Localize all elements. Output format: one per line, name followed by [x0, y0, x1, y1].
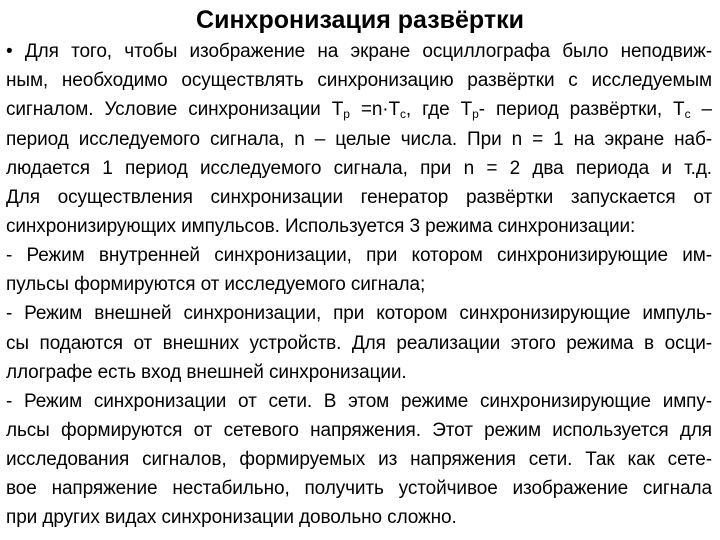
text-line: ным, необходимо осуществлять синхронизацию развёртки с исследуемым: [6, 70, 712, 91]
text-line: исследования сигналов, формируемых из напряжения сети. Так как сете-: [6, 449, 712, 470]
text-line: - Режим синхронизации от сети. В этом режиме синхронизирующие импу-: [6, 391, 712, 412]
subscript: с: [400, 107, 406, 121]
subscript: с: [684, 107, 691, 121]
text-line: Для осуществления синхронизации генератор развёртки запускается от: [6, 187, 712, 208]
text-line: вое напряжение нестабильно, получить устойчивое изображение сигнала: [6, 478, 712, 499]
text-run: сигналом. Условие синхронизации T: [6, 99, 344, 120]
text-line: при других видах синхронизации довольно сложно.: [6, 507, 457, 528]
text-run: - период развёртки, T: [478, 99, 685, 120]
text-run: –: [690, 99, 712, 120]
text-line: период исследуемого сигнала, n – целые числа. При n = 1 на экране наб-: [6, 129, 712, 150]
text-run: =n·T: [349, 99, 401, 120]
text-line: • Для того, чтобы изображение на экране осциллографа было неподвиж-: [6, 41, 712, 62]
text-line: сы подаются от внешних устройств. Для реализации этого режима в осци-: [6, 333, 712, 354]
text-line: - Режим внутренней синхронизации, при котором синхронизирующие им-: [6, 245, 712, 266]
slide-title: Синхронизация развёртки: [196, 6, 524, 34]
text-run: , где T: [405, 99, 473, 120]
text-line: льсы формируются от сетевого напряжения. Этот режим используется для: [6, 420, 712, 441]
subscript: р: [343, 107, 350, 121]
text-line-formula: [6, 98, 712, 122]
text-line: - Режим внешней синхронизации, при котором синхронизирующие импуль-: [6, 303, 712, 324]
text-line: людается 1 период исследуемого сигнала, при n = 2 два периода и т.д.: [6, 158, 712, 179]
text-line: ллографе есть вход внешней синхронизации.: [6, 362, 407, 383]
text-line: пульсы формируются от исследуемого сигнала;: [6, 274, 426, 295]
subscript: р: [472, 107, 479, 121]
text-line: синхронизирующих импульсов. Используется 3 режима синхронизации:: [6, 216, 636, 237]
